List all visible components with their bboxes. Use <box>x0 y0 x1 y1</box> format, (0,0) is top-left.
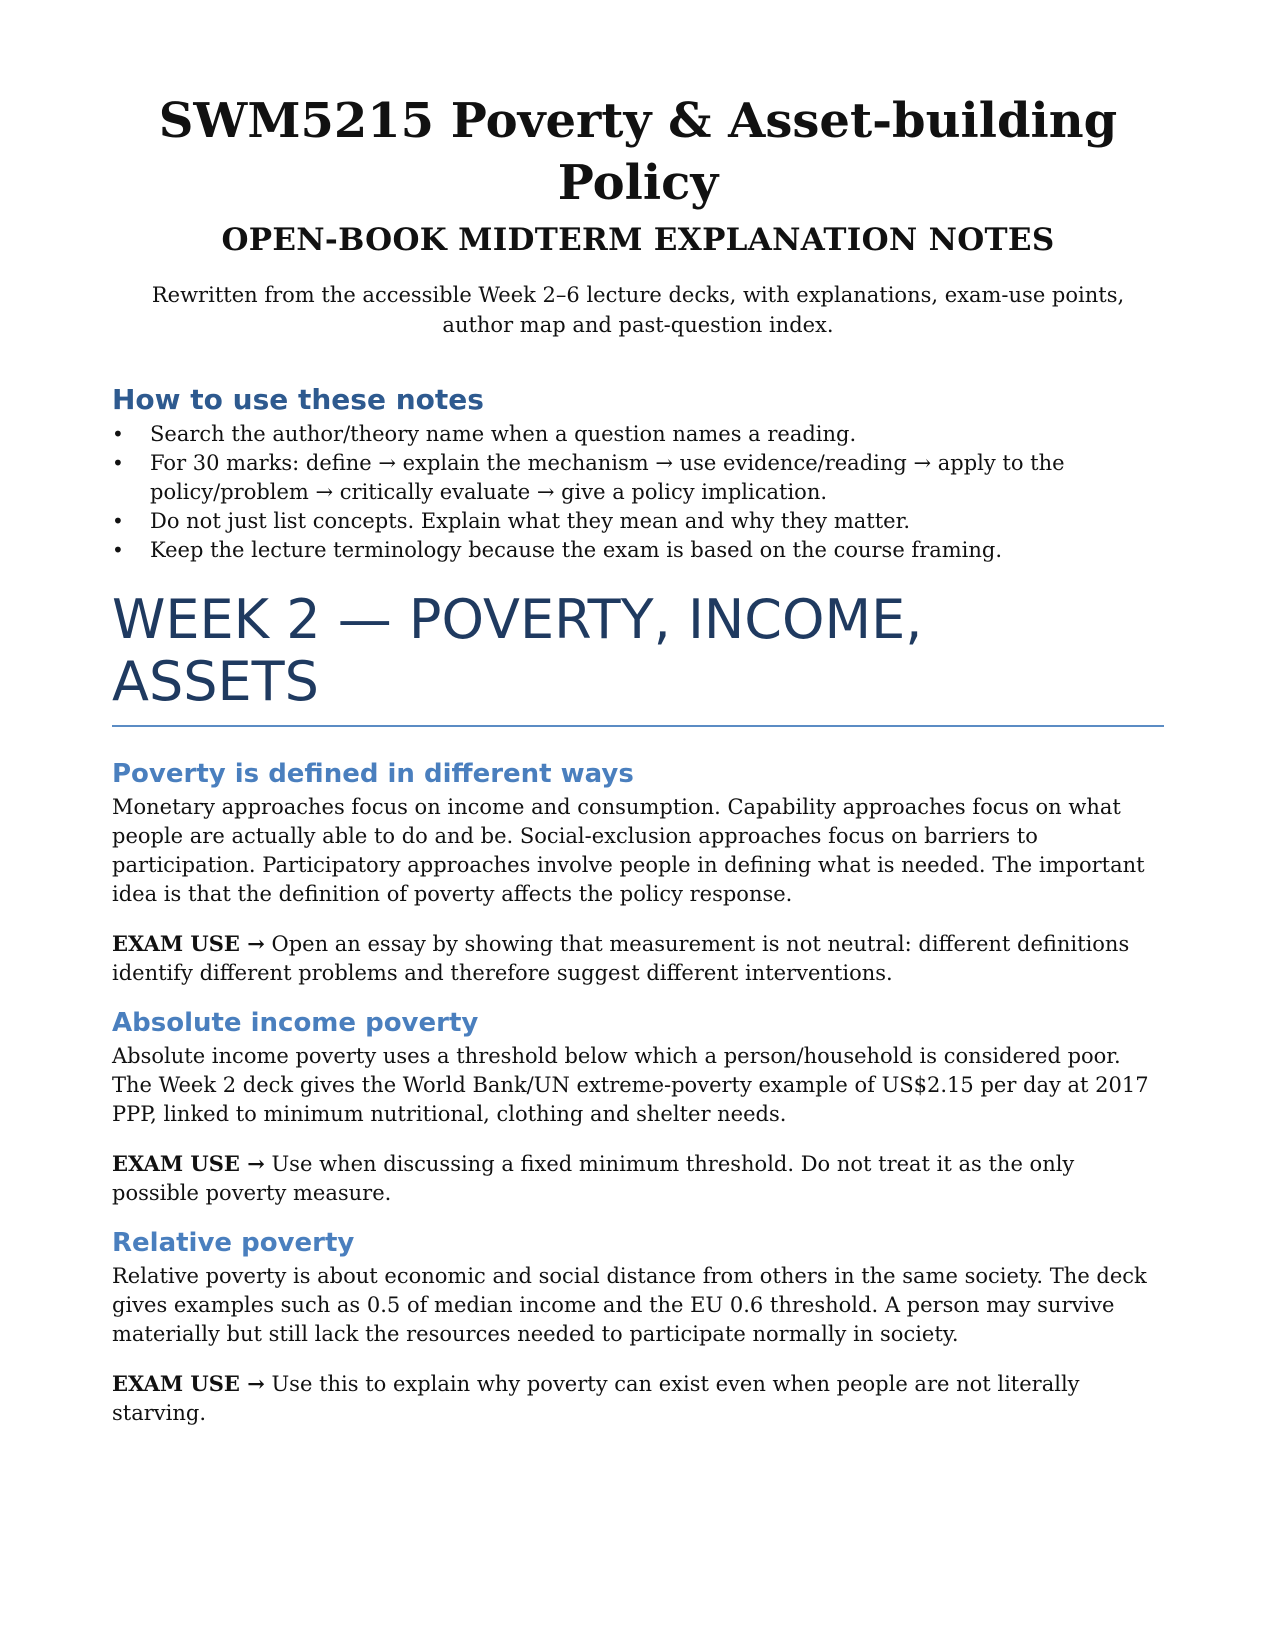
bullet-icon: • <box>112 509 124 533</box>
section-body-poverty-definitions: Monetary approaches focus on income and consumption. Capability approaches focus on what people are actually able to do and be. Social-exclusion approaches focus on barriers to participation. Participatory approaches involve people in defining what is needed. The important idea is that the definition of poverty affects the policy response. <box>112 795 1145 906</box>
exam-use-text: Use when discussing a fixed minimum threshold. Do not treat it as the only possible poverty measure. <box>112 1152 1075 1205</box>
exam-use-label: EXAM USE → <box>112 1151 265 1176</box>
bullet-icon: • <box>112 422 124 446</box>
bullet-icon: • <box>112 538 124 562</box>
exam-use-note <box>112 1149 1164 1208</box>
list-item-text: Do not just list concepts. Explain what they mean and why they matter. <box>150 509 910 533</box>
section-body-absolute-poverty: Absolute income poverty uses a threshold below which a person/household is considered poor. The Week 2 deck gives the World Bank/UN extreme-poverty example of US$2.15 per day at 2017 PPP, linked to minimum nutritional, clothing and shelter needs. <box>112 1044 1149 1126</box>
exam-use-label: EXAM USE → <box>112 931 265 956</box>
week-2-heading-text: WEEK 2 — POVERTY, INCOME, ASSETS <box>112 588 923 713</box>
exam-use-label: EXAM USE → <box>112 1371 265 1396</box>
exam-use-text: Open an essay by showing that measurement is not neutral: different definitions identify different problems and therefore suggest different interventions. <box>112 932 1130 985</box>
section-heading-absolute-poverty: Absolute income poverty <box>112 1008 479 1038</box>
how-to-use-heading: How to use these notes <box>112 383 484 416</box>
document-page <box>112 90 1164 1428</box>
list-item-text: For 30 marks: define → explain the mechanism → use evidence/reading → apply to the policy/problem → critically evaluate → give a policy implication. <box>150 451 1065 504</box>
document-intro: Rewritten from the accessible Week 2–6 lecture decks, with explanations, exam-use points, author map and past-question index. <box>151 283 1125 337</box>
list-item <box>112 507 1164 536</box>
week-2-heading <box>112 589 1164 727</box>
how-to-use-list <box>112 420 1164 565</box>
section-heading-relative-poverty: Relative poverty <box>112 1228 355 1258</box>
list-item <box>112 536 1164 565</box>
list-item <box>112 420 1164 449</box>
list-item-text: Keep the lecture terminology because the exam is based on the course framing. <box>150 538 1003 562</box>
list-item-text: Search the author/theory name when a question names a reading. <box>150 422 857 446</box>
document-title: SWM5215 Poverty & Asset-building Policy <box>158 93 1118 211</box>
exam-use-note <box>112 1369 1164 1428</box>
exam-use-note <box>112 929 1164 988</box>
bullet-icon: • <box>112 451 124 475</box>
document-subtitle: OPEN-BOOK MIDTERM EXPLANATION NOTES <box>221 222 1055 258</box>
list-item <box>112 449 1164 507</box>
section-body-relative-poverty: Relative poverty is about economic and social distance from others in the same society. The deck gives examples such as 0.5 of median income and the EU 0.6 threshold. A person may survive materially but still lack the resources needed to participate normally in society. <box>112 1264 1147 1346</box>
exam-use-text: Use this to explain why poverty can exist even when people are not literally starving. <box>112 1372 1080 1425</box>
section-heading-poverty-definitions: Poverty is defined in different ways <box>112 759 634 789</box>
